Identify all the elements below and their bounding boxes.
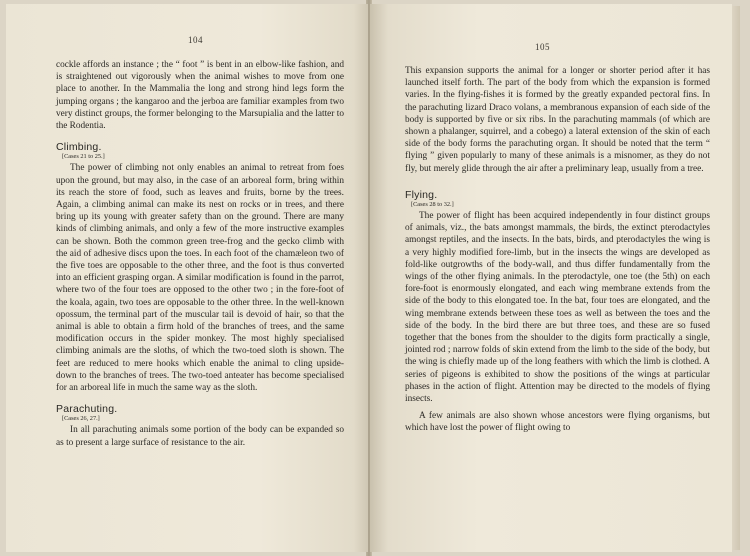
cases-reference: [Cases 28 to 32.] (411, 201, 454, 209)
section-heading-flying: Flying. (405, 188, 438, 201)
section-heading-climbing: Climbing. (56, 141, 102, 154)
cases-reference: [Cases 26, 27.] (62, 415, 100, 423)
parachuting-paragraph: In all parachuting animals some portion of the body can be expanded so as to present a large surface of resistance to the air. (56, 425, 344, 448)
page-edge (732, 6, 740, 550)
page-number: 105 (535, 42, 550, 52)
right-page (370, 4, 732, 552)
intro-paragraph: This expansion supports the animal for a longer or shorter period after it has launched itself forth. The part of the body from which the expansion is formed varies. In the flying-fishes it is formed by the greatly expanded pectoral fins. In the parachuting lizard Draco volans, a membranous expansion of each side of the body is supported by five or six ribs. In the parachuting mammals (of which are shown a phalanger, squirrel, and a cobego) a lateral extension of the skin of each side of the body forms the parachuting organ. It should be noted that the term “ flying ” given popularly to many of these animals is a misnomer, as they do not fly, but merely glide through the air after a preliminary leap, usually from a tree. (405, 66, 710, 174)
left-page (6, 4, 368, 552)
flying-paragraph: The power of flight has been acquired independently in four distinct groups of animals, viz., the bats amongst mammals, the birds, the extinct pterodactyles amongst reptiles, and the insects. In the bats, birds, and pterodactyles the wing is a very highly modified fore-limb, but in the insects the wings are developed as fold-like outgrowths of the body-wall, and thus differ fundamentally from the wings of the other flying animals. In the pterodactyle, one toe (the 5th) on each fore-foot is enormously elongated, and each wing membrane extends from the side of the body to this elongated toe. In the bat, four toes are elongated, and the wing membrane extends between these toes as well as between the toes and the side of the body. In the bird there are but three toes, and these are so fused together that the bones from the shoulder to the digits form practically a single, jointed rod ; narrow folds of skin extend from the limb to the side of the body, but the wing is chiefly made up of the long feathers with which the limb is clothed. A series of pigeons is exhibited to show the positions of the wings at particular phases in the action of flight. Attention may be directed to the models of flying insects. (405, 211, 710, 405)
intro-paragraph: cockle affords an instance ; the “ foot ” is bent in an elbow-like fashion, and is straightened out vigorously when the animal wishes to move from one place to another. In the Mammalia the long and strong hind legs form the jumping organs ; the kangaroo and the jerboa are familiar examples from two very distinct groups, the former belonging to the Marsupialia and the latter to the Rodentia. (56, 60, 344, 132)
climbing-paragraph: The power of climbing not only enables an animal to retreat from foes upon the ground, but may also, in the case of an arboreal form, bring within its reach the store of food, such as leaves and fruits, borne by the trees. Again, a climbing animal can make its nest on rocks or in trees, and there bring up its young with greater safety than on the ground. There are many kinds of climbing animals, and only a few of the more instructive examples can be shown. Both the common green tree-frog and the gecko climb with the aid of adhesive discs upon the toes. In each foot of the chamæleon two of the five toes are opposable to the other three, and the foot is thus converted into an efficient grasping organ. A similar modification is found in the parrot, where two of the four toes are opposed to the other two ; in the fore-foot of the koala, again, two toes are opposable to the other three. In the well-known opossum, the terminal part of the muscular tail is devoid of hair, so that the animal is able to obtain a firm hold of the branches of trees, and the same modification occurs in the spider monkey. The most highly specialised climbing animals are the sloths, of which the two-toed sloth is shown. The feet are reduced to mere hooks which enable the animal to cling upside-down to the branches of trees. The two-toed anteater has become specialised for an arboreal life in much the same way as the sloth. (56, 163, 344, 394)
flying-last-paragraph: A few animals are also shown whose ancestors were flying organisms, but which have lost the power of flight owing to (405, 411, 710, 434)
cases-reference: [Cases 21 to 25.] (62, 153, 105, 161)
left-page-text (56, 59, 344, 449)
right-page-text (405, 65, 710, 435)
page-number: 104 (188, 35, 203, 45)
section-heading-parachuting: Parachuting. (56, 403, 118, 416)
